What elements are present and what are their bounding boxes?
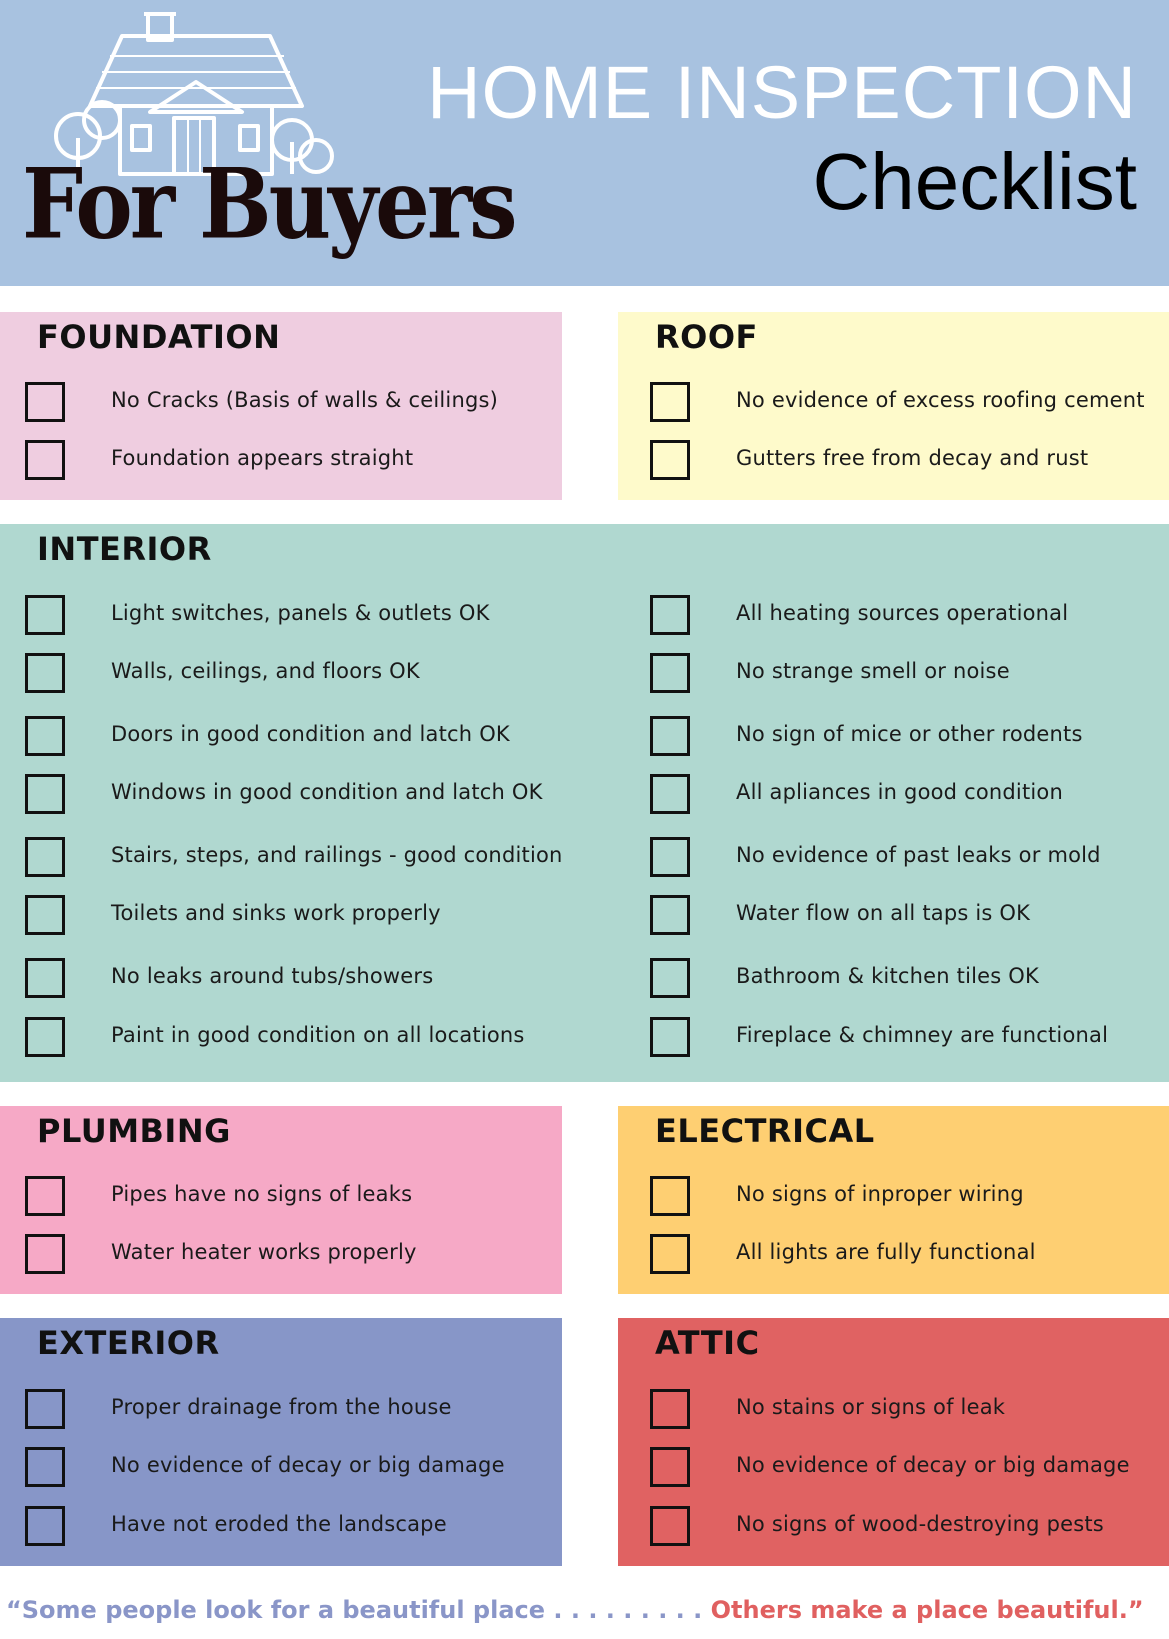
section-title: EXTERIOR xyxy=(37,1324,220,1362)
item-label: All lights are fully functional xyxy=(736,1240,1036,1264)
logo-text: For Buyers xyxy=(22,148,515,262)
item-label: Walls, ceilings, and floors OK xyxy=(111,659,420,683)
checkbox[interactable] xyxy=(650,595,690,635)
checkbox[interactable] xyxy=(650,716,690,756)
item-label: Gutters free from decay and rust xyxy=(736,446,1089,470)
item-label: Water flow on all taps is OK xyxy=(736,901,1031,925)
item-label: Doors in good condition and latch OK xyxy=(111,722,510,746)
item-label: No strange smell or noise xyxy=(736,659,1010,683)
page-title: HOME INSPECTION xyxy=(427,51,1137,134)
item-label: All apliances in good condition xyxy=(736,780,1063,804)
item-label: No leaks around tubs/showers xyxy=(111,964,434,988)
checkbox[interactable] xyxy=(25,837,65,877)
header-banner xyxy=(0,0,1169,286)
checkbox[interactable] xyxy=(650,1176,690,1216)
item-label: No evidence of excess roofing cement xyxy=(736,388,1145,412)
checkbox[interactable] xyxy=(650,1234,690,1274)
checkbox[interactable] xyxy=(25,1176,65,1216)
section-attic xyxy=(618,1318,1169,1566)
item-label: Windows in good condition and latch OK xyxy=(111,780,543,804)
checkbox[interactable] xyxy=(25,716,65,756)
checkbox[interactable] xyxy=(25,1017,65,1057)
item-label: No sign of mice or other rodents xyxy=(736,722,1083,746)
section-title: ELECTRICAL xyxy=(655,1112,875,1150)
section-electrical xyxy=(618,1106,1169,1294)
checkbox[interactable] xyxy=(650,1389,690,1429)
item-label: Light switches, panels & outlets OK xyxy=(111,601,490,625)
checkbox[interactable] xyxy=(25,653,65,693)
item-label: No signs of inproper wiring xyxy=(736,1182,1024,1206)
checkbox[interactable] xyxy=(650,774,690,814)
checkbox[interactable] xyxy=(650,958,690,998)
section-title: ATTIC xyxy=(655,1324,760,1362)
checkbox[interactable] xyxy=(650,895,690,935)
section-title: INTERIOR xyxy=(37,530,212,568)
item-label: Foundation appears straight xyxy=(111,446,414,470)
item-label: No stains or signs of leak xyxy=(736,1395,1006,1419)
checkbox[interactable] xyxy=(25,1506,65,1546)
item-label: Toilets and sinks work properly xyxy=(111,901,441,925)
checkbox[interactable] xyxy=(650,1447,690,1487)
quote-part-2: Others make a place beautiful.” xyxy=(702,1596,1144,1624)
checkbox[interactable] xyxy=(25,774,65,814)
item-label: Stairs, steps, and railings - good condition xyxy=(111,843,563,867)
section-title: FOUNDATION xyxy=(37,318,281,356)
section-title: PLUMBING xyxy=(37,1112,231,1150)
item-label: Proper drainage from the house xyxy=(111,1395,452,1419)
item-label: Have not eroded the landscape xyxy=(111,1512,447,1536)
section-exterior xyxy=(0,1318,562,1566)
page-subtitle: Checklist xyxy=(812,137,1137,226)
item-label: No evidence of decay or big damage xyxy=(111,1453,505,1477)
item-label: All heating sources operational xyxy=(736,601,1069,625)
item-label: Paint in good condition on all locations xyxy=(111,1023,525,1047)
section-plumbing xyxy=(0,1106,562,1294)
item-label: Pipes have no signs of leaks xyxy=(111,1182,413,1206)
checkbox[interactable] xyxy=(25,595,65,635)
quote-dots: . . . . . . . . . xyxy=(545,1596,703,1624)
checkbox[interactable] xyxy=(650,1506,690,1546)
checkbox[interactable] xyxy=(25,958,65,998)
item-label: No Cracks (Basis of walls & ceilings) xyxy=(111,388,499,412)
checkbox[interactable] xyxy=(650,837,690,877)
quote-part-1: “Some people look for a beautiful place xyxy=(6,1596,546,1624)
checkbox[interactable] xyxy=(25,1234,65,1274)
section-roof xyxy=(618,312,1169,500)
checkbox[interactable] xyxy=(650,1017,690,1057)
checkbox[interactable] xyxy=(25,895,65,935)
checkbox[interactable] xyxy=(25,382,65,422)
footer-quote xyxy=(6,1596,1166,1624)
checkbox[interactable] xyxy=(650,653,690,693)
checkbox[interactable] xyxy=(650,440,690,480)
section-title: ROOF xyxy=(655,318,758,356)
item-label: Water heater works properly xyxy=(111,1240,417,1264)
checkbox[interactable] xyxy=(650,382,690,422)
section-interior xyxy=(0,524,1169,1082)
item-label: Bathroom & kitchen tiles OK xyxy=(736,964,1039,988)
checkbox[interactable] xyxy=(25,440,65,480)
checkbox[interactable] xyxy=(25,1389,65,1429)
item-label: Fireplace & chimney are functional xyxy=(736,1023,1109,1047)
item-label: No signs of wood-destroying pests xyxy=(736,1512,1104,1536)
checkbox[interactable] xyxy=(25,1447,65,1487)
section-foundation xyxy=(0,312,562,500)
item-label: No evidence of past leaks or mold xyxy=(736,843,1101,867)
item-label: No evidence of decay or big damage xyxy=(736,1453,1130,1477)
